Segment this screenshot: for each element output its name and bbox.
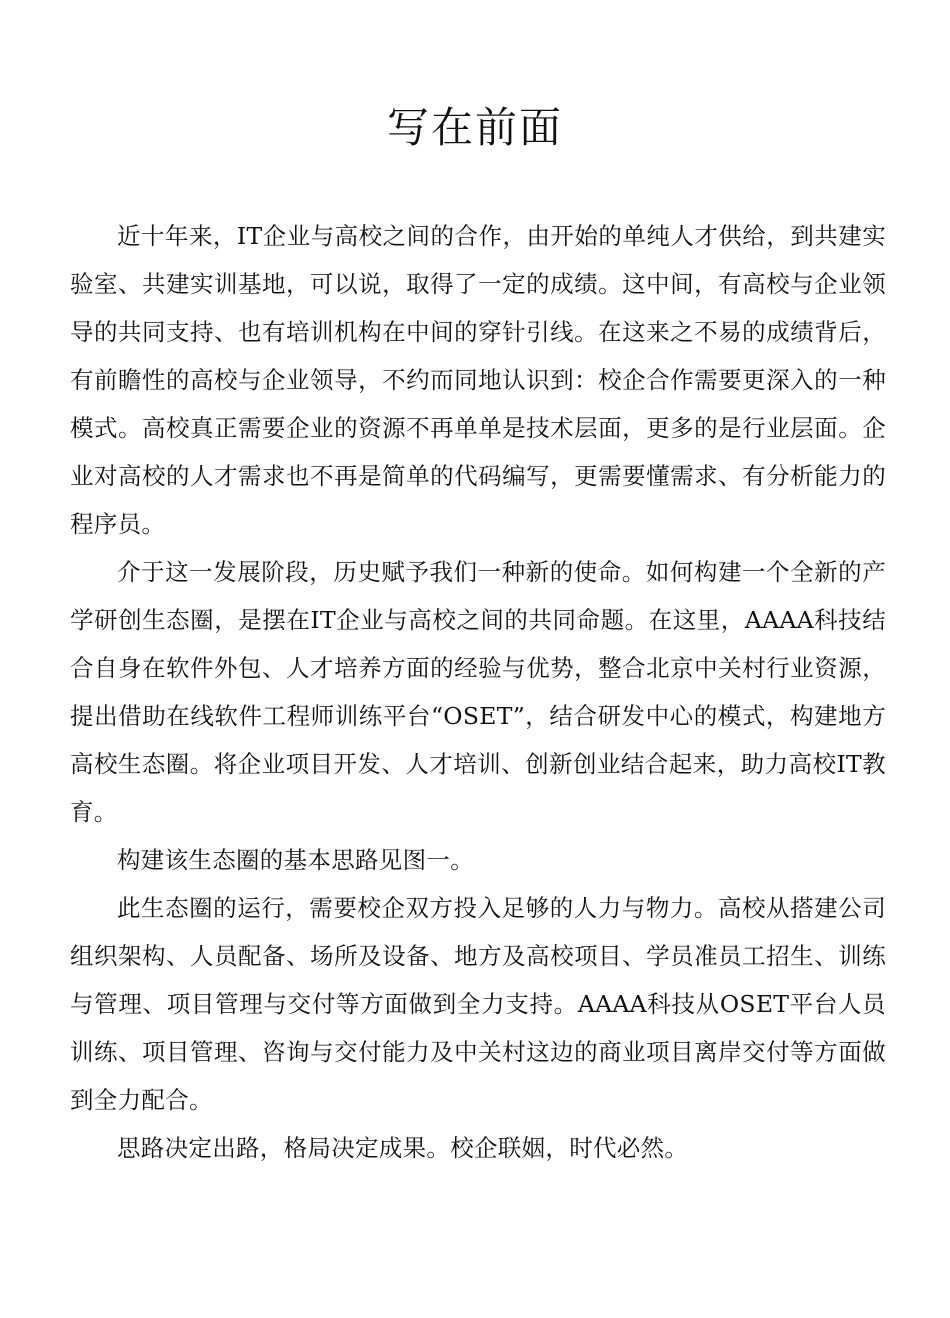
document-body: [70, 212, 886, 1172]
paragraph-2: 介于这一发展阶段，历史赋予我们一种新的使命。如何构建一个全新的产学研创生态圈，是摆在IT企业与高校之间的共同命题。在这里，AAAA科技结合自身在软件外包、人才培养方面的经验与优势，整合北京中关村行业资源，提出借助在线软件工程师训练平台“OSET”，结合研发中心的模式，构建地方高校生态圈。将企业项目开发、人才培训、创新创业结合起来，助力高校IT教育。: [70, 558, 886, 826]
paragraph-4: 此生态圈的运行，需要校企双方投入足够的人力与物力。高校从搭建公司组织架构、人员配备、场所及设备、地方及高校项目、学员准员工招生、训练与管理、项目管理与交付等方面做到全力支持。AAAA科技从OSET平台人员训练、项目管理、咨询与交付能力及中关村这边的商业项目离岸交付等方面做到全力配合。: [70, 894, 886, 1114]
paragraph-5: 思路决定出路，格局决定成果。校企联姻，时代必然。: [117, 1134, 689, 1162]
paragraph-1: 近十年来，IT企业与高校之间的合作，由开始的单纯人才供给，到共建实验室、共建实训基地，可以说，取得了一定的成绩。这中间，有高校与企业领导的共同支持、也有培训机构在中间的穿针引线。在这来之不易的成绩背后，有前瞻性的高校与企业领导，不约而同地认识到：校企合作需要更深入的一种模式。高校真正需要企业的资源不再单单是技术层面，更多的是行业层面。企业对高校的人才需求也不再是简单的代码编写，更需要懂需求、有分析能力的程序员。: [70, 222, 886, 538]
page-title: 写在前面: [386, 103, 563, 152]
paragraph-3: 构建该生态圈的基本思路见图一。: [117, 846, 474, 874]
